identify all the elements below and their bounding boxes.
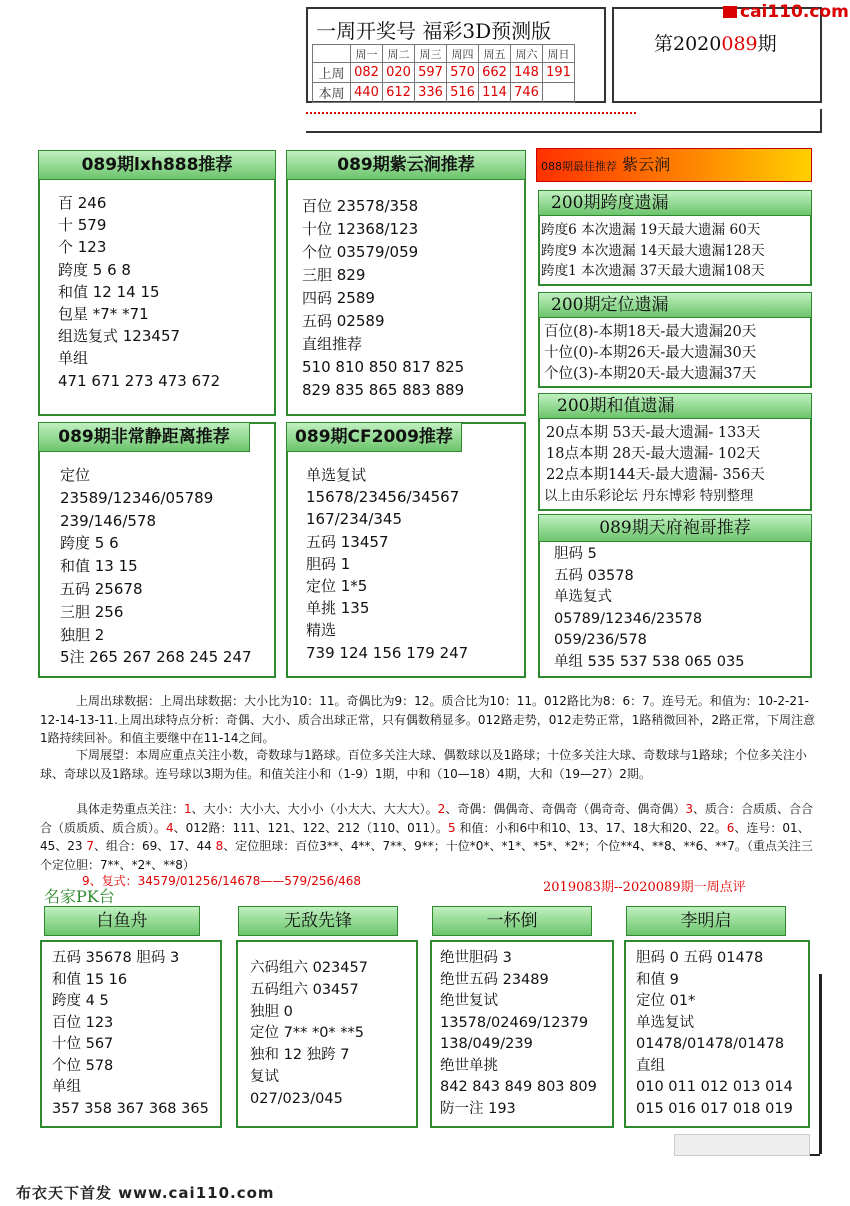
card-tianfu bbox=[538, 514, 812, 678]
card-yibeidao bbox=[430, 911, 614, 1128]
card-kuadu-missing bbox=[538, 190, 812, 286]
draw-number: 570 bbox=[447, 63, 479, 83]
draw-number: 191 bbox=[543, 63, 575, 83]
card-title: 089期紫云涧推荐 bbox=[286, 150, 526, 180]
day-header: 周三 bbox=[415, 45, 447, 63]
hezhi-note: 以上由乐彩论坛 丹东博彩 特别整理 bbox=[544, 489, 754, 504]
pk-section-label: 名家PK台 bbox=[44, 887, 115, 906]
day-header: 周六 bbox=[511, 45, 543, 63]
draw-number: 746 bbox=[511, 83, 543, 103]
draw-number: 597 bbox=[415, 63, 447, 83]
analysis-compound: 9、复式：34579/01256/14678——579/256/468 bbox=[82, 874, 362, 888]
this-week-label: 本周 bbox=[313, 83, 351, 103]
card-lines: 五码 35678 胆码 3 和值 15 16 跨度 4 5 百位 123 十位 567 个位 578 单组 357 358 367 368 365 bbox=[52, 950, 209, 1117]
card-feichang bbox=[38, 422, 276, 678]
card-title: 白鱼舟 bbox=[44, 906, 200, 936]
site-logo[interactable]: cai110.com bbox=[740, 2, 849, 22]
draw-number bbox=[543, 83, 575, 103]
day-header: 周日 bbox=[543, 45, 575, 63]
right-border-foot bbox=[810, 1154, 820, 1156]
analysis-outlook: 下周展望：本周应重点关注小数，奇数球与1路球。百位多关注大球、偶数球以及1路球；十位多关注大球、奇数球与1路球；个位多关注小球、奇球以及1路球。连号球以3期为佳。和值关注小和（1-9）1期，中和（10—18）4期，大和（19—27）2期。 bbox=[40, 748, 807, 781]
draw-number: 516 bbox=[447, 83, 479, 103]
site-logo-icon bbox=[723, 6, 737, 18]
draw-number: 020 bbox=[383, 63, 415, 83]
card-lines: 百位 23578/358 十位 12368/123 个位 03579/059 三胆 829 四码 2589 五码 02589 直组推荐 510 810 850 817 825 829 835 865 883 889 bbox=[302, 197, 465, 399]
draw-number: 612 bbox=[383, 83, 415, 103]
day-header: 周四 bbox=[447, 45, 479, 63]
card-lines: 百 246 十 579 个 123 跨度 5 6 8 和值 12 14 15 包星 *7* *71 组选复式 123457 单组 471 671 273 473 672 bbox=[58, 194, 221, 390]
card-lines: 六码组六 023457 五码组六 03457 独胆 0 定位 7** *0* **5 独和 12 独跨 7 复试 027/023/045 bbox=[250, 960, 368, 1107]
draw-number: 662 bbox=[479, 63, 511, 83]
card-cf2009 bbox=[286, 422, 526, 678]
card-title: 一杯倒 bbox=[432, 906, 592, 936]
card-lines: 胆码 5 五码 03578 单选复式 05789/12346/23578 059/236/578 单组 535 537 538 065 035 bbox=[554, 546, 745, 670]
card-lines: 跨度6 本次遗漏 19天最大遗漏 60天 跨度9 本次遗漏 14天最大遗漏128天 跨度1 本次遗漏 37天最大遗漏108天 bbox=[541, 222, 765, 279]
card-wudi-xianfeng bbox=[236, 911, 418, 1128]
card-hezhi-missing bbox=[538, 393, 812, 511]
day-header: 周一 bbox=[351, 45, 383, 63]
card-lines: 20点本期 53天-最大遗漏- 133天 18点本期 28天-最大遗漏- 102天 22点本期144天-最大遗漏- 356天 以上由乐彩论坛 丹东博彩 特别整理 bbox=[546, 423, 765, 507]
card-dingwei-missing bbox=[538, 292, 812, 388]
analysis-trend: 具体走势重点关注：1、大小：大小大、大小小（小大大、大大大）。2、奇偶：偶偶奇、奇偶奇（偶奇奇、偶奇偶）3、质合：合质质、合合合（质质质、质合质）。4、012路：111、121、122、212（110、011）。5 和值：小和6中和10、13、17、18大和20、22。6、连号：01、45、23 7、组合：69、17、44 8、定位胆球：百位3**、4**、7**、9**；十位*0*、*1*、*5*、*2*；个位**4、**8、**6、**7。（重点关注三个定位胆：7**、*2*、**8） bbox=[40, 802, 813, 872]
red-dotted-strip bbox=[306, 112, 636, 118]
card-lines: 绝世胆码 3 绝世五码 23489 绝世复试 13578/02469/12379 138/049/239 绝世单挑 842 843 849 803 809 防一注 193 bbox=[440, 950, 597, 1117]
card-title: 089期CF2009推荐 bbox=[286, 422, 462, 452]
card-title: 089期lxh888推荐 bbox=[38, 150, 276, 180]
weekly-review-label: 2019083期--2020089期一周点评 bbox=[543, 880, 746, 895]
draw-number: 082 bbox=[351, 63, 383, 83]
card-lxh888 bbox=[38, 150, 276, 416]
last-week-label: 上周 bbox=[313, 63, 351, 83]
card-lines: 定位 23589/12346/05789 239/146/578 跨度 5 6 和值 13 15 五码 25678 三胆 256 独胆 2 5注 265 267 268 245 247 bbox=[60, 466, 252, 667]
footer-gray-box bbox=[674, 1134, 810, 1156]
day-header: 周五 bbox=[479, 45, 511, 63]
right-border-line bbox=[819, 974, 822, 1154]
card-title: 200期定位遗漏 bbox=[538, 292, 812, 318]
card-ziyunjian bbox=[286, 150, 526, 416]
card-lines: 胆码 0 五码 01478 和值 9 定位 01* 单选复试 01478/01478/01478 直组 010 011 012 013 014 015 016 017 018 019 bbox=[636, 950, 793, 1117]
footer-site-text: 布衣天下首发 www.cai110.com bbox=[16, 1184, 275, 1202]
card-limingqi bbox=[624, 911, 810, 1128]
weekly-draw-title: 一周开奖号 福彩3D预测版 bbox=[316, 19, 552, 43]
card-lines: 百位(8)-本期18天-最大遗漏20天 十位(0)-本期26天-最大遗漏30天 个位(3)-本期20天-最大遗漏37天 bbox=[544, 324, 757, 382]
draw-number: 114 bbox=[479, 83, 511, 103]
card-title: 089期非常静距离推荐 bbox=[38, 422, 250, 452]
card-lines: 单选复试 15678/23456/34567 167/234/345 五码 13457 胆码 1 定位 1*5 单挑 135 精选 739 124 156 179 247 bbox=[306, 466, 469, 662]
card-title: 089期天府袍哥推荐 bbox=[538, 514, 812, 542]
card-title: 无敌先锋 bbox=[238, 906, 398, 936]
draw-number: 440 bbox=[351, 83, 383, 103]
analysis-last-week: 上周出球数据：上周出球数据：大小比为10：11。奇偶比为9：12。质合比为10：11。012路比为8：6：7。连号无。和值为：10-2-21-12-14-13-11.上周出球特点分析：奇偶、大小、质合出球正常，只有偶数稍显多。012路走势，012走势正常，1路稍微回补，2路正常，下周注意1路持续回补。和值主要继中在11-14之间。 bbox=[40, 694, 815, 745]
draw-number: 336 bbox=[415, 83, 447, 103]
issue-number: 第2020089期 bbox=[654, 33, 777, 55]
best-recommend-banner: 088期最佳推荐 紫云涧 bbox=[536, 148, 812, 182]
day-header: 周二 bbox=[383, 45, 415, 63]
draw-number: 148 bbox=[511, 63, 543, 83]
card-title: 李明启 bbox=[626, 906, 786, 936]
weekly-draw-panel bbox=[306, 7, 606, 103]
weekly-draw-table bbox=[312, 44, 575, 103]
card-baiyuzhou bbox=[40, 911, 222, 1128]
card-title: 200期跨度遗漏 bbox=[538, 190, 812, 216]
card-title: 200期和值遗漏 bbox=[538, 393, 812, 419]
